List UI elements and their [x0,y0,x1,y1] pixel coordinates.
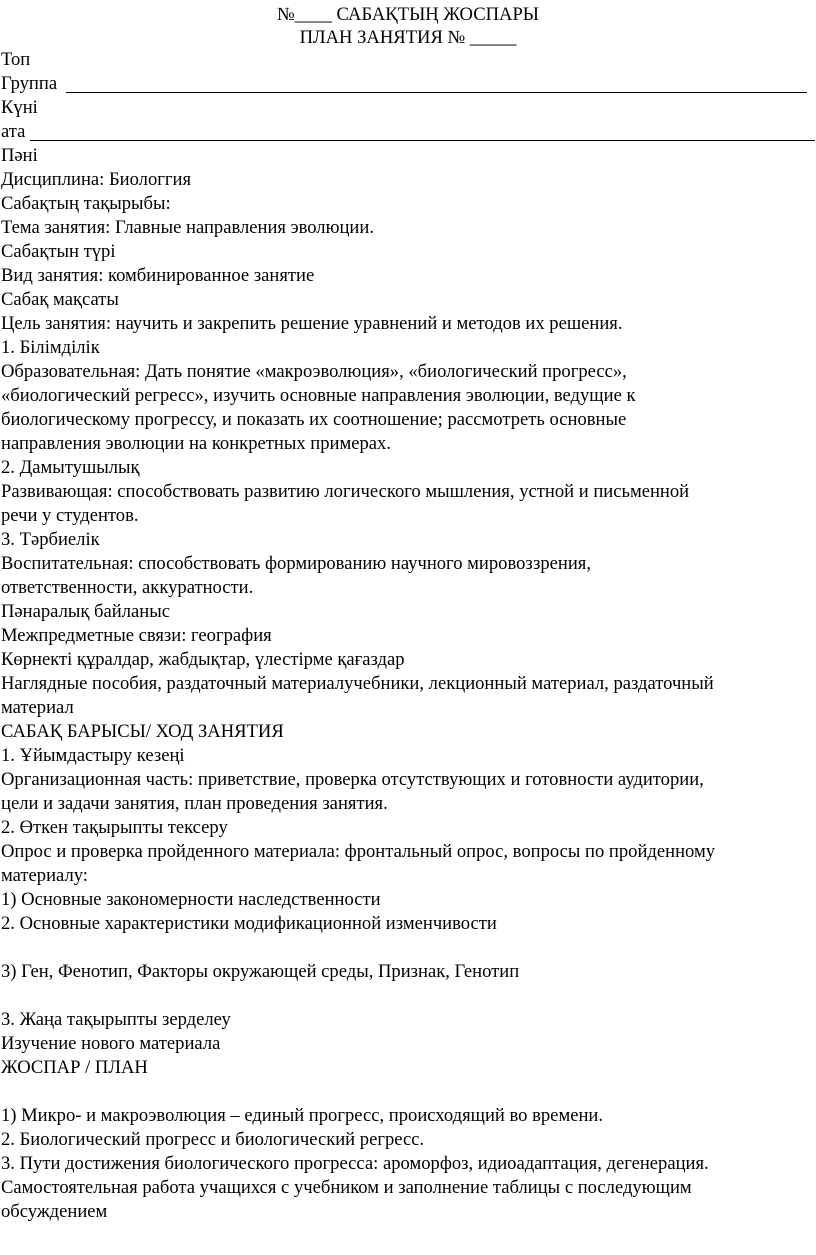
group-fill-line [66,92,807,93]
doc-line: САБАҚ БАРЫСЫ/ ХОД ЗАНЯТИЯ [1,721,284,742]
doc-line: Воспитательная: способствовать формированию научного мировоззрения, [1,553,591,574]
doc-line: Тема занятия: Главные направления эволюции. [1,217,374,238]
doc-line: Опрос и проверка пройденного материала: фронтальный опрос, вопросы по пройденному [1,841,716,862]
date-fill-line [30,140,815,141]
doc-line: 1) Микро- и макроэволюция – единый прогресс, происходящий во времени. [1,1105,604,1126]
doc-line: 2. Өткен тақырыпты тексеру [1,817,228,838]
doc-line: Самостоятельная работа учащихся с учебником и заполнение таблицы с последующим [1,1177,692,1198]
doc-line: материалу: [1,865,88,886]
doc-line: материал [1,697,74,718]
doc-line: Группа [1,73,58,94]
doc-line: цели и задачи занятия, план проведения занятия. [1,793,388,814]
doc-line: 1. Ұйымдастыру кезеңі [1,745,185,766]
plan-title-kz: №____ САБАҚТЫҢ ЖОСПАРЫ [276,4,540,25]
doc-line: ответственности, аккуратности. [1,577,254,598]
doc-line: 3) Ген, Фенотип, Факторы окружающей среды, Признак, Генотип [1,961,520,982]
doc-line: 2. Основные характеристики модификационной изменчивости [1,913,497,934]
doc-line: Межпредметные связи: география [1,625,272,646]
doc-line: 1) Основные закономерности наследственности [1,889,381,910]
doc-line: направления эволюции на конкретных примерах. [1,433,391,454]
doc-line: 2. Дамытушылық [1,457,140,478]
doc-line: Сабақтың тақырыбы: [1,193,171,214]
doc-line: Сабақ мақсаты [1,289,119,310]
doc-line: Вид занятия: комбинированное занятие [1,265,315,286]
doc-line: 2. Биологический прогресс и биологический регресс. [1,1129,425,1150]
doc-line: речи у студентов. [1,505,139,526]
doc-line: 3. Пути достижения биологического прогресса: ароморфоз, идиоадаптация, дегенерация. [1,1153,709,1174]
doc-line: 1. Білімділік [1,337,100,358]
doc-line: Наглядные пособия, раздаточный материалучебники, лекционный материал, раздаточный [1,673,714,694]
doc-line: Организационная часть: приветствие, проверка отсутствующих и готовности аудитории, [1,769,704,790]
doc-line: 3. Тәрбиелік [1,529,100,550]
doc-line: биологическому прогрессу, и показать их соотношение; рассмотреть основные [1,409,627,430]
doc-line: «биологический регресс», изучить основные направления эволюции, ведущие к [1,385,636,406]
doc-line: Күні [1,97,38,118]
doc-line: Пәнаралық байланыс [1,601,170,622]
doc-line: Топ [1,49,31,70]
doc-line: ЖОСПАР / ПЛАН [1,1057,148,1078]
doc-line: Пәні [1,145,38,166]
doc-line: обсуждением [1,1201,108,1222]
doc-line: Дисциплина: Биологгия [1,169,191,190]
doc-line: Образовательная: Дать понятие «макроэволюция», «биологический прогресс», [1,361,627,382]
doc-line: Көрнекті құралдар, жабдықтар, үлестірме қағаздар [1,649,405,670]
doc-line: ата [1,121,26,142]
doc-line: Изучение нового материала [1,1033,221,1054]
doc-line: Сабақтын түрі [1,241,116,262]
doc-line: 3. Жаңа тақырыпты зерделеу [1,1009,231,1030]
doc-line: Цель занятия: научить и закрепить решение уравнений и методов их решения. [1,313,623,334]
plan-title-ru: ПЛАН ЗАНЯТИЯ № _____ [299,27,517,48]
doc-line: Развивающая: способствовать развитию логического мышления, устной и письменной [1,481,690,502]
